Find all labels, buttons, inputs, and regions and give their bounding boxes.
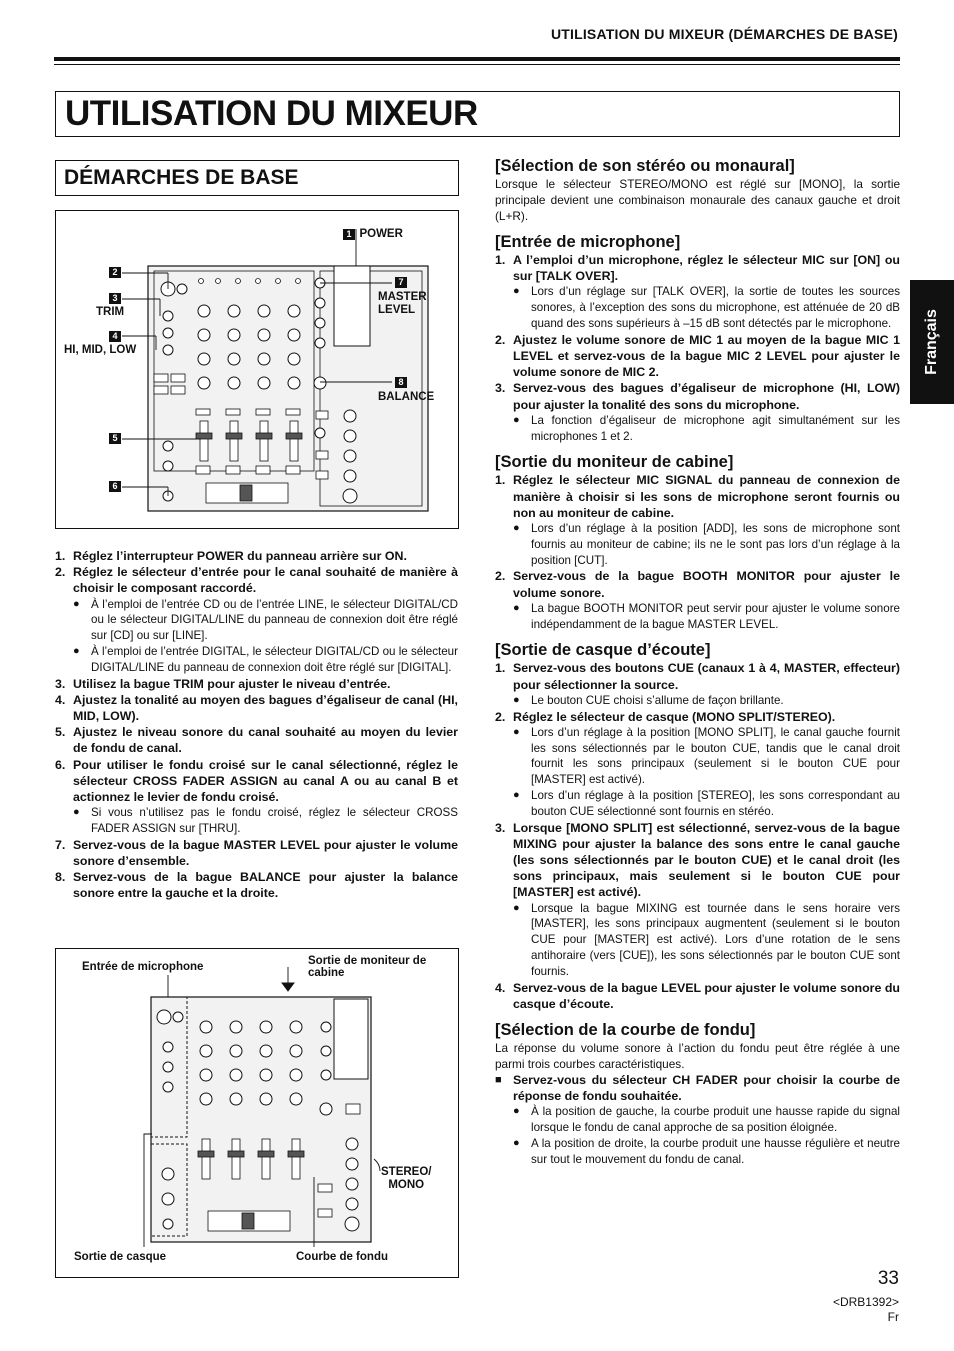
badge-4: 4 (109, 331, 121, 342)
booth-out-label: Sortie de moniteur de cabine (308, 955, 427, 979)
bullet-item: ● Si vous n’utilisez pas le fondu croisé, réglez le sélecteur CROSS FADER ASSIGN sur [THRU]. (73, 806, 458, 836)
mic-input-label: Entrée de microphone (82, 961, 204, 973)
page-number: 33 (877, 1268, 899, 1289)
mixer-diagram-2 (56, 949, 458, 1277)
bullet-item: ● La fonction d’égaliseur de microphone agit simultanément sur les microphones 1 et 2. (513, 413, 900, 443)
bullet-item: ● À l’emploi de l’entrée DIGITAL, le sélecteur DIGITAL/CD ou le sélecteur DIGITAL/LINE du panneau de connexion doit être réglé sur [DIGITAL]. (73, 645, 458, 674)
step-item: 1. Servez-vous des boutons CUE (canaux 1 à 4, MASTER, effecteur) pour sélectionner la source. (495, 661, 900, 692)
mic-steps (495, 252, 900, 444)
stereo-mono-label: STEREO/ MONO (381, 1166, 432, 1191)
master-level-label: MASTER LEVEL (378, 291, 427, 316)
step-item: 7. Servez-vous de la bague MASTER LEVEL pour ajuster le volume sonore d’ensemble. (55, 837, 458, 869)
step-item: 6. Pour utiliser le fondu croisé sur le canal sélectionné, réglez le sélecteur CROSS FADER ASSIGN au canal A ou au canal B et actionnez le levier de fondu croisé. (55, 757, 458, 805)
subsection-title: [Entrée de microphone] (495, 233, 681, 251)
header-rule-thin (54, 64, 900, 65)
step-item: 1. Réglez le sélecteur MIC SIGNAL du panneau de connexion de manière à choisir si les sons de microphone seront fournis ou non au moniteur de cabine. (495, 473, 900, 520)
balance-label: BALANCE (378, 391, 435, 403)
step-item: 1. A l’emploi d’un microphone, réglez le sélecteur MIC sur [ON] ou sur [TALK OVER]. (495, 253, 900, 284)
step-item: ■ Servez-vous du sélecteur CH FADER pour choisir la courbe de réponse de fondu souhaitée. (495, 1073, 900, 1104)
badge-5: 5 (109, 433, 121, 444)
bullet-item: ● À la position de gauche, la courbe produit une hausse rapide du signal lorsque le fondu de canal approche de sa position éloignée. (513, 1105, 900, 1135)
section-title-box (55, 160, 459, 196)
subsection-title: [Sortie de casque d’écoute] (495, 641, 711, 660)
fade-curve-label: Courbe de fondu (296, 1251, 388, 1263)
badge-6: 6 (109, 481, 121, 492)
step-item: 4. Ajustez la tonalité au moyen des bagues d’égaliseur de canal (HI, MID, LOW). (55, 692, 458, 723)
paragraph: La réponse du volume sonore à l’action du fondu peut être réglée à une parmi trois courbes caractéristiques. (495, 1041, 900, 1071)
mixer-figure-1 (55, 210, 459, 529)
step-item: 8. Servez-vous de la bague BALANCE pour ajuster la balance sonore entre la gauche et la droite. (55, 870, 458, 901)
bullet-item: ● Lors d’un réglage sur [TALK OVER], la sortie de toutes les sources sonores, à l’exception des sons du microphone, est atténuée de 20 dB quand des sons supérieurs à –15 dB sont détectés par le microphone. (513, 285, 900, 330)
bullet-item: ● À l’emploi de l’entrée CD ou de l’entrée LINE, le sélecteur DIGITAL/CD ou le sélecteur DIGITAL/LINE du panneau de connexion doit être réglé sur [CD] ou sur [LINE]. (73, 597, 458, 643)
booth-steps (495, 472, 900, 632)
right-column (495, 156, 900, 1168)
power-label: 1 POWER (343, 224, 403, 242)
step-item: 2. Réglez le sélecteur de casque (MONO SPLIT/STEREO). (495, 709, 836, 724)
step-item: 2. Réglez le sélecteur d’entrée pour le canal souhaité de manière à choisir le composant raccordé. (55, 565, 458, 596)
main-title: UTILISATION DU MIXEUR (65, 94, 478, 133)
bullet-item: ● Lors d’un réglage à la position [MONO SPLIT], le canal gauche fournit les sons sélectionnés par le bouton CUE, tandis que le canal droit fournit les sons principaux (seulement si le bouton CUE pour [MASTER] est activé). (513, 725, 900, 787)
paragraph: Lorsque le sélecteur STEREO/MONO est réglé sur [MONO], la sortie principale devient une combinaison monaurale des canaux gauche et droit (L+R). (495, 177, 900, 223)
step-item: 3. Lorsque [MONO SPLIT] est sélectionné, servez-vous de la bague MIXING pour ajuster la balance des sons entre le canal gauche (les sons sélectionnés par le bouton CUE) et le canal droit (les sons principaux, mais seulement si le bouton CUE pour [MASTER] est activé). (495, 820, 900, 900)
subsection-title: [Sélection de la courbe de fondu] (495, 1021, 756, 1039)
mixer-figure-2 (55, 948, 459, 1278)
step-item: 2. Ajustez le volume sonore de MIC 1 au moyen de la bague MIC 1 LEVEL et servez-vous de la bague MIC 2 LEVEL pour ajuster le volume sonore de MIC 2. (495, 332, 900, 380)
bullet-item: ● Lorsque la bague MIXING est tournée dans le sens horaire vers [MASTER], les sons principaux augmentent (seulement si le bouton CUE pour [MASTER] est activé). Lors d’une rotation de le sens antihoraire (vers [CUE]), les sons sélectionnés par le bouton CUE sont fournis. (513, 901, 900, 978)
trim-label: TRIM (96, 306, 125, 318)
headphone-steps (495, 660, 900, 1012)
bullet-item: ● Lors d’un réglage à la position [STEREO], les sons correspondant au bouton CUE sélectionné sont fournis en stéréo. (513, 789, 900, 818)
bullet-item: ● Lors d’un réglage à la position [ADD], les sons de microphone sont fournis au moniteur de cabine; ils ne le sont pas lors d’un réglage à la position [CUT]. (513, 522, 900, 567)
step-item: 4. Servez-vous de la bague LEVEL pour ajuster le volume sonore du casque d’écoute. (495, 980, 900, 1011)
step-item: 5. Ajustez le niveau sonore du canal souhaité au moyen du levier de fondu de canal. (55, 725, 458, 756)
badge-2: 2 (109, 267, 121, 278)
running-header: UTILISATION DU MIXEUR (DÉMARCHES DE BASE) (550, 26, 898, 42)
step-item: 1. Réglez l’interrupteur POWER du panneau arrière sur ON. (55, 549, 407, 563)
step-item: 3. Utilisez la bague TRIM pour ajuster le niveau d’entrée. (55, 676, 391, 691)
bullet-item: ● La bague BOOTH MONITOR peut servir pour ajuster le volume sonore indépendamment de la bague MASTER LEVEL. (513, 601, 900, 631)
headphone-out-label: Sortie de casque (74, 1251, 167, 1263)
bullet-item: ● Le bouton CUE choisi s’allume de façon brillante. (513, 693, 784, 707)
subsection-title: [Sélection de son stéréo ou monaural] (495, 157, 795, 175)
left-steps (55, 548, 458, 902)
main-title-box (55, 91, 900, 137)
header-rule (54, 57, 900, 61)
hi-mid-low-label: HI, MID, LOW (64, 344, 137, 356)
step-item: 3. Servez-vous des bagues d’égaliseur de microphone (HI, LOW) pour ajuster la tonalité des sons du microphone. (495, 381, 900, 412)
section-title: DÉMARCHES DE BASE (64, 166, 299, 189)
badge-3: 3 (109, 293, 121, 304)
bullet-item: ● A la position de droite, la courbe produit une hausse régulière et neutre sur tout le mouvement du fondu de canal. (513, 1137, 900, 1166)
step-item: 2. Servez-vous de la bague BOOTH MONITOR pour ajuster le volume sonore. (495, 569, 900, 600)
doc-code: <DRB1392> Fr (832, 1295, 899, 1324)
badge-8: 8 (395, 377, 407, 388)
subsection-title: [Sortie du moniteur de cabine] (495, 453, 734, 472)
badge-7: 7 (395, 277, 407, 288)
language-tab: Français (910, 280, 954, 404)
